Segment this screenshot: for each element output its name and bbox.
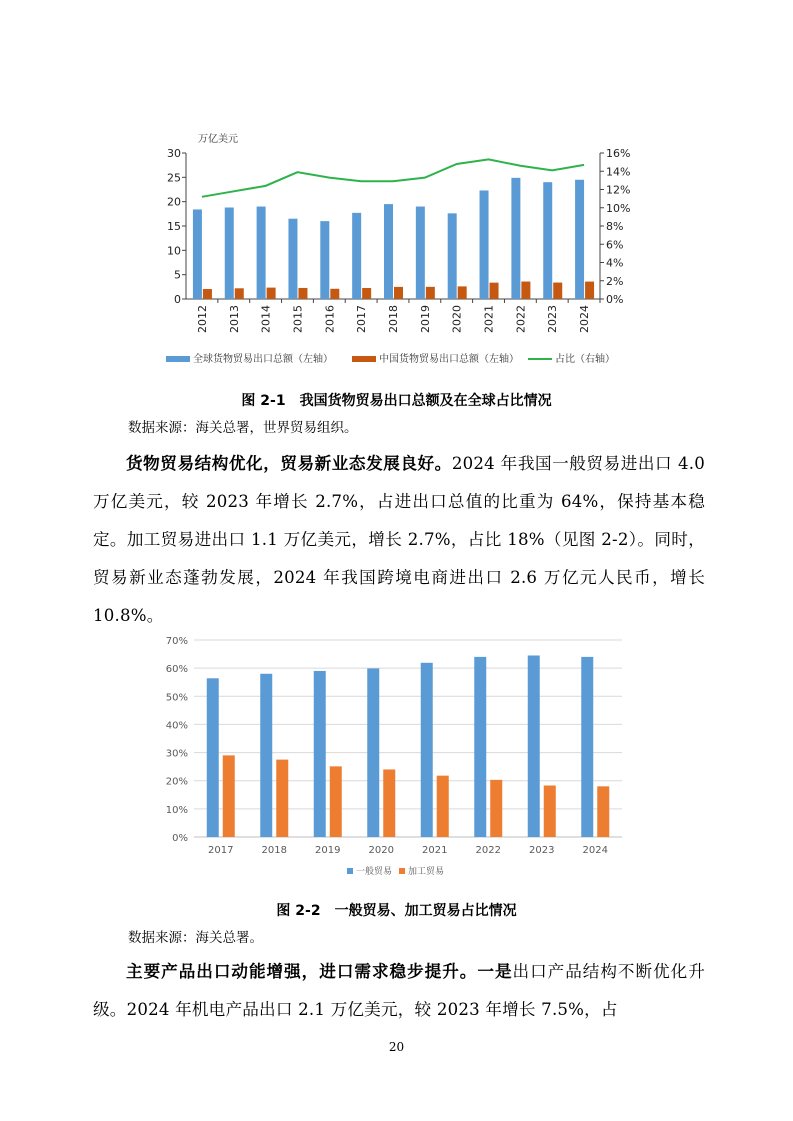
y-tick-label: 20 <box>167 195 181 209</box>
y-tick-label: 5 <box>174 268 181 282</box>
paragraph-trade-structure-body: 2024 年我国一般贸易进出口 4.0 万亿美元，较 2023 年增长 2.7%，占进出口总值的比重为 64%，保持基本稳定。加工贸易进出口 1.1 万亿美元，增长 2.7%，占比 18%（见图 2-2）。同时，贸易新业态蓬勃发展，2024 年我国跨境电商进出口 2.6 万亿元人民币，增长 10.8%。 <box>93 454 705 625</box>
y2-tick-label: 6% <box>606 238 624 252</box>
y2-tick-label: 14% <box>606 165 631 179</box>
bar-general-trade <box>367 668 379 837</box>
y-tick-label: 40% <box>165 720 188 732</box>
bar-general-trade <box>314 671 326 837</box>
figure-2-1-source: 数据来源：海关总署，世界贸易组织。 <box>128 420 358 436</box>
x-tick-label: 2022 <box>514 305 528 333</box>
y-tick-label: 0 <box>174 293 181 306</box>
bar-general-trade <box>474 657 486 837</box>
figure-2-2-caption: 图 2-2 一般贸易、加工贸易占比情况 <box>276 903 517 919</box>
x-tick-label: 2019 <box>418 305 432 333</box>
paragraph-product-exports-first: 一是 <box>477 961 513 981</box>
x-tick-label: 2021 <box>422 845 448 856</box>
y-tick-label: 30 <box>167 147 181 160</box>
bar-processing-trade <box>597 786 609 837</box>
y-tick-label: 60% <box>165 664 188 676</box>
legend-label-global: 全球货物贸易出口总额（左轴） <box>193 354 333 365</box>
x-tick-label: 2020 <box>368 845 394 856</box>
legend-swatch-general <box>347 868 353 874</box>
y2-tick-label: 2% <box>606 274 624 288</box>
x-tick-label: 2017 <box>355 305 369 333</box>
bar-general-trade <box>260 674 272 837</box>
y2-tick-label: 4% <box>606 256 624 270</box>
x-tick-label: 2015 <box>291 305 305 333</box>
x-tick-label: 2024 <box>582 845 608 856</box>
legend-swatch-processing <box>399 868 405 874</box>
bar-processing-trade <box>330 766 342 837</box>
bar-general-trade <box>581 657 593 837</box>
x-tick-label: 2024 <box>578 305 592 333</box>
paragraph-trade-structure-heading: 货物贸易结构优化，贸易新业态发展良好。 <box>126 453 452 473</box>
paragraph-product-exports-body: 出口产品结构不断优化升级。2024 年机电产品出口 2.1 万亿美元，较 2023 年增长 7.5%，占 <box>93 962 705 1019</box>
bar-processing-trade <box>437 776 449 837</box>
figure-2-2-source: 数据来源：海关总署。 <box>128 930 263 946</box>
y-unit-label: 万亿美元 <box>198 134 238 145</box>
bar-general-trade <box>528 655 540 837</box>
bar-processing-trade <box>544 785 556 837</box>
figure-2-1-caption: 图 2-1 我国货物贸易出口总额及在全球占比情况 <box>241 393 552 409</box>
bar-general-trade <box>421 663 433 837</box>
y-tick-label: 0% <box>172 833 188 844</box>
legend-label-china: 中国货物贸易出口总额（左轴） <box>379 354 519 365</box>
y-tick-label: 10% <box>165 804 188 816</box>
bar-processing-trade <box>490 780 502 837</box>
y2-tick-label: 10% <box>606 201 631 215</box>
x-tick-label: 2021 <box>482 305 496 333</box>
y-tick-label: 10 <box>167 244 181 258</box>
paragraph-product-exports <box>93 952 705 1029</box>
y2-tick-label: 16% <box>606 147 631 160</box>
bar-processing-trade <box>383 769 395 837</box>
x-tick-label: 2023 <box>546 305 560 333</box>
y2-tick-label: 0% <box>606 293 624 306</box>
y-tick-label: 20% <box>165 776 188 788</box>
y-tick-label: 50% <box>165 692 188 704</box>
y-tick-label: 30% <box>165 748 188 760</box>
y-tick-label: 15 <box>167 220 181 233</box>
y-tick-label: 70% <box>165 636 188 647</box>
x-tick-label: 2022 <box>475 845 501 856</box>
x-tick-label: 2018 <box>387 305 400 333</box>
x-tick-label: 2014 <box>259 305 273 333</box>
bar-general-trade <box>207 678 219 837</box>
y2-tick-label: 12% <box>606 183 631 197</box>
legend-label-share: 占比（右轴） <box>555 354 615 365</box>
x-tick-label: 2018 <box>261 845 287 856</box>
x-tick-label: 2020 <box>450 305 464 333</box>
x-tick-label: 2019 <box>315 845 341 856</box>
x-tick-label: 2013 <box>227 305 241 333</box>
bar-processing-trade <box>223 755 235 837</box>
bar-processing-trade <box>276 760 288 837</box>
paragraph-product-exports-heading: 主要产品出口动能增强，进口需求稳步提升。 <box>126 961 478 981</box>
x-tick-label: 2012 <box>195 305 209 333</box>
x-tick-label: 2023 <box>529 845 555 856</box>
y2-tick-label: 8% <box>606 220 624 233</box>
legend-label-processing: 加工贸易 <box>408 867 445 877</box>
x-tick-label: 2017 <box>208 845 234 856</box>
x-tick-label: 2016 <box>323 305 337 333</box>
legend-label-general: 一般贸易 <box>356 867 393 877</box>
page-number: 20 <box>388 1040 405 1054</box>
y-tick-label: 25 <box>167 171 181 185</box>
